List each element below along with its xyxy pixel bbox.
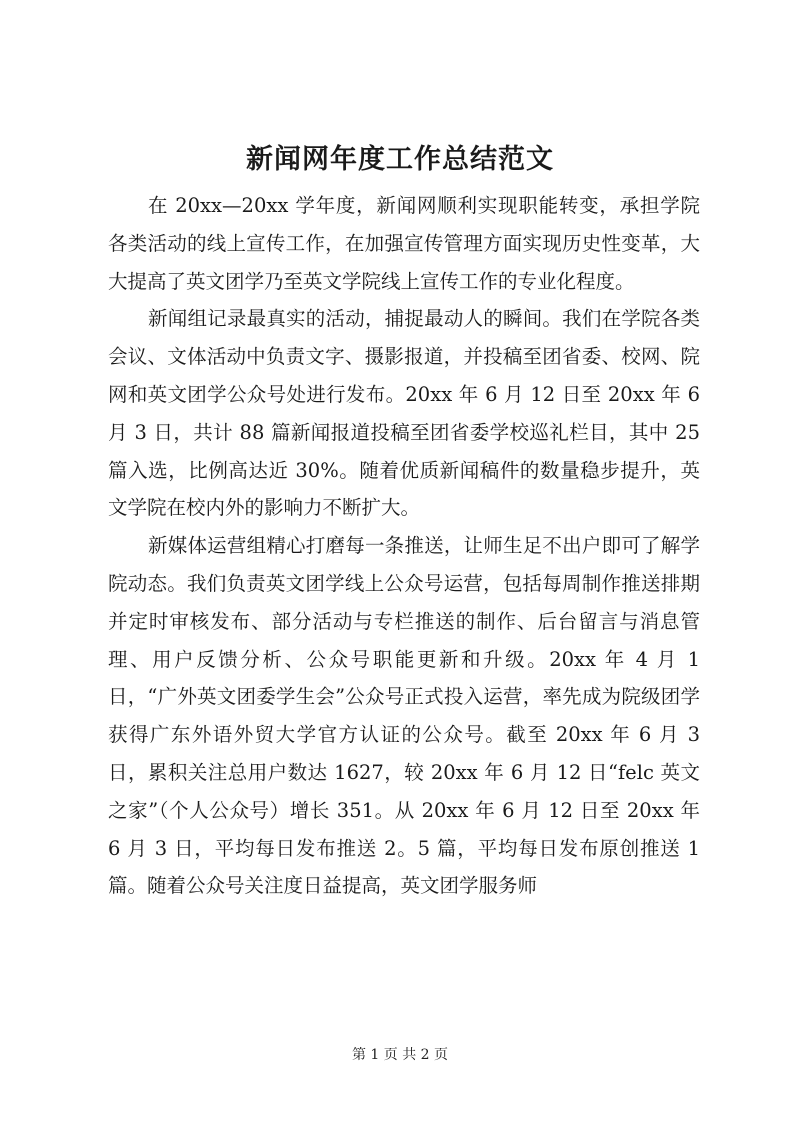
page-footer: 第 1 页 共 2 页 bbox=[351, 1047, 449, 1063]
paragraph-news-group: 新闻组记录最真实的活动，捕捉最动人的瞬间。我们在学院各类会议、文体活动中负责文字、摄影报道，并投稿至团省委、校网、院网和英文团学公众号处进行发布。20xx 年 6 月 12 日至 20xx 年 6 月 3 日，共计 88 篇新闻报道投稿至团省委学校巡礼栏目，其中 25 篇入选，比例高达近 30%。随着优质新闻稿件的数量稳步提升，英文学院在校内外的影响力不断扩大。 bbox=[108, 307, 700, 520]
document-body bbox=[108, 187, 700, 905]
paragraph-intro: 在 20xx—20xx 学年度，新闻网顺利实现职能转变，承担学院各类活动的线上宣传工作，在加强宣传管理方面实现历史性变革，大大提高了英文团学乃至英文学院线上宣传工作的专业化程度。 bbox=[108, 194, 700, 293]
document-title: 新闻网年度工作总结范文 bbox=[246, 144, 554, 175]
paragraph-new-media-group: 新媒体运营组精心打磨每一条推送，让师生足不出户即可了解学院动态。我们负责英文团学线上公众号运营，包括每周制作推送排期并定时审核发布、部分活动与专栏推送的制作、后台留言与消息管理、用户反馈分析、公众号职能更新和升级。20xx 年 4 月 1 日，“广外英文团委学生会”公众号正式投入运营，率先成为院级团学获得广东外语外贸大学官方认证的公众号。截至 20xx 年 6 月 3 日，累积关注总用户数达 1627，较 20xx 年 6 月 12 日“felc 英文之家”（个人公众号）增长 351。从 20xx 年 6 月 12 日至 20xx 年 6 月 3 日，平均每日发布推送 2。5 篇，平均每日发布原创推送 1 篇。随着公众号关注度日益提高，英文团学服务师 bbox=[108, 534, 700, 898]
